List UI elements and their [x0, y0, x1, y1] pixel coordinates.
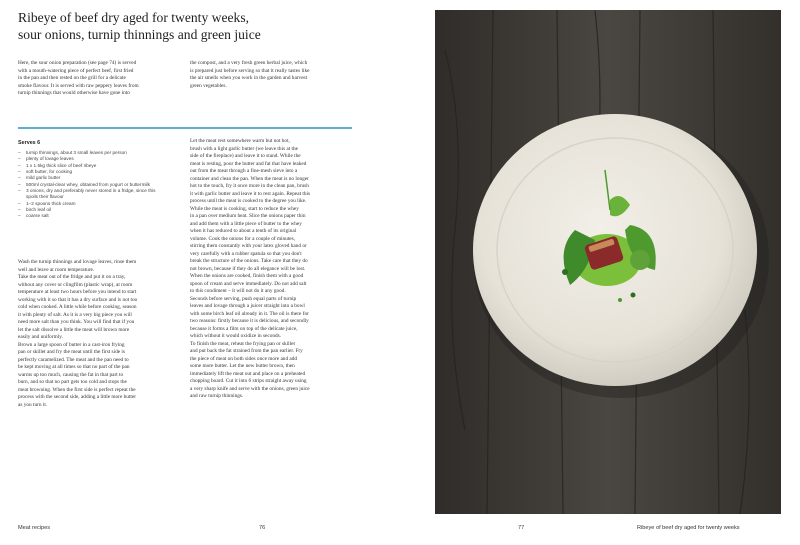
intro-line: Here, the sour onion preparation (see page 74) is served	[18, 60, 137, 66]
ingredient-text: birch leaf oil	[26, 207, 52, 213]
method-line: two reasons: firstly because it is delicious, and secondly	[190, 318, 309, 324]
footer-section-left: Meat recipes	[18, 525, 51, 531]
method-line: Take the meat out of the fridge and put it on a tray,	[18, 274, 126, 280]
bullet-dash: –	[18, 200, 21, 206]
method-line: a very sharp knife and serve with the onions, green juice	[190, 385, 310, 392]
intro-line: in the pan and then rested on the grill for a delicate	[18, 75, 126, 81]
ingredient-text: coarse salt	[26, 213, 49, 219]
method-line: When the onions are cooked, finish them with a good	[190, 273, 304, 279]
method-line: be kept moving at all times so that no part of the pan	[18, 364, 130, 370]
method-line: let the salt dissolve a little the meat will brown more	[18, 326, 130, 333]
method-line: easily and uniformly.	[18, 334, 63, 340]
method-line: leaves and lovage through a juicer straight into a bowl	[190, 303, 305, 309]
method-line: perfectly caramelized. The meat and the pan need to	[18, 356, 129, 363]
bullet-dash: –	[18, 162, 21, 168]
method-line: brush with a light garlic butter (we leave this at the	[190, 145, 298, 152]
method-line: it with garlic butter and leave it to rest again. Repeat this	[190, 190, 311, 197]
plated-beef-photo	[435, 10, 781, 514]
bullet-dash: –	[18, 169, 21, 175]
method-line: out from the meat through a fine-mesh sieve into a	[190, 168, 298, 174]
method-line: not brown, because if they do all elegance will be lost.	[190, 265, 306, 272]
ingredient-text: plenty of lovage leaves	[26, 156, 74, 162]
method-line: need more salt than you think. You will find that if you	[18, 319, 135, 325]
method-line: and add them with a little piece of butter to the whey	[190, 220, 302, 227]
ingredient-text: 1 x 1.5kg thick slice of beef ribeye	[26, 162, 97, 168]
method-line: to this condiment – it will not do it any good.	[190, 288, 286, 294]
intro-line: turnip thinnings that would otherwise have gone into	[18, 90, 130, 96]
method-line: working with it so that it has a dry surface and is not too	[18, 296, 138, 303]
green-juice	[630, 250, 650, 270]
intro-line: smoke flavour. It is served with raw peppery leaves from	[18, 82, 139, 89]
method-line: which without it would oxidize in seconds.	[190, 333, 282, 339]
method-line: very carefully with a rubber spatula so that you don't	[190, 250, 302, 257]
method-line: warms up too much, causing the fat in that part to	[18, 371, 124, 378]
method-column-left	[18, 259, 137, 409]
footer-section-right: Ribeye of beef dry aged for twenty weeks	[637, 525, 740, 531]
method-line: some more butter. Let the new butter brown, then	[190, 363, 295, 369]
method-line: side of the fireplace) and leave it to stand. While the	[190, 153, 301, 159]
method-line: when it has reduced to about a tenth of its original	[190, 228, 297, 234]
method-line: because it forms a film on top of the delicate juice,	[190, 325, 298, 332]
method-line: While the meat is cooking, start to reduce the whey	[190, 205, 299, 212]
method-line: immediately lift the meat out and place on a preheated	[190, 370, 306, 377]
method-line: cold when cooked. A little while before cooking, season	[18, 304, 137, 310]
method-line: spoon of cream and serve immediately. Do not add salt	[190, 280, 307, 287]
bullet-dash: –	[18, 213, 21, 219]
recipe-title	[18, 9, 408, 43]
intro-column-left	[18, 60, 183, 98]
intro-column-right	[190, 60, 355, 90]
ingredient-list	[18, 150, 178, 220]
method-line: temperature at least two hours before you intend to start	[18, 289, 137, 295]
method-line: meat browning. When the first side is perfect repeat the	[18, 386, 136, 393]
method-line: Brown a large spoon of butter in a cast-iron frying	[18, 341, 125, 348]
method-line: and put back the fat strained from the pan earlier. Fry	[190, 348, 303, 354]
bullet-dash: –	[18, 156, 21, 162]
method-line: stirring them constantly with your latex gloved hand or	[190, 243, 307, 249]
method-line: in a pan over medium heat. Slice the onions paper thin	[190, 213, 306, 219]
bullet-dash: –	[18, 175, 21, 181]
method-line: Let the meat rest somewhere warm but not hot,	[190, 138, 290, 144]
method-line: and raw turnip thinnings.	[190, 393, 244, 399]
method-line: without any cover or clingfilm (plastic wrap), at room	[18, 281, 133, 288]
method-line: hot to the touch, fry it once more in the clean pan, brush	[190, 183, 309, 189]
method-line: Wash the turnip thinnings and lovage leaves, rinse them	[18, 259, 137, 265]
ingredient-text: 500ml crystal-clear whey, obtained from yogurt or buttermilk	[26, 181, 150, 187]
serves-heading: Serves 6	[18, 140, 41, 146]
method-line: chopping board. Cut it into 6 strips straight away using	[190, 378, 307, 384]
method-line: To finish the meat, reheat the frying pan or skillet	[190, 340, 295, 347]
dish-photo	[435, 10, 781, 514]
method-line: with some birch leaf oil already in it. The oil is there for	[190, 310, 309, 317]
method-line: the piece of meat on both sides once more and add	[190, 355, 298, 362]
method-line: as you turn it.	[18, 401, 48, 408]
intro-line: the compost, and a very fresh green herbal juice, which	[190, 60, 308, 66]
method-line: process until the meat is cooked to the degree you like.	[190, 198, 307, 204]
ingredient-text: spoils their flavour	[26, 194, 64, 200]
method-line: volume. Cook the onions for a couple of minutes,	[190, 235, 296, 242]
intro-line: green vegetables.	[190, 82, 227, 89]
method-line: break the structure of the onions. Take care that they do	[190, 258, 308, 264]
bullet-dash: –	[18, 188, 21, 194]
method-line: container and clean the pan. When the meat is no longer	[190, 175, 309, 182]
page-number-left: 76	[259, 525, 266, 531]
method-line: process with the second side, adding a little more butter	[18, 394, 136, 400]
section-divider	[18, 127, 352, 129]
method-line: well and leave at room temperature.	[18, 266, 95, 273]
method-line: burn, and so that no part gets too cold and stops the	[18, 379, 127, 385]
method-column-right	[190, 138, 310, 401]
ingredient-text: 1–2 spoons thick cream	[26, 200, 76, 206]
method-line: meat is resting, pour the butter and fat that have leaked	[190, 160, 307, 167]
method-line: it with plenty of salt. As it is a very big piece you will	[18, 311, 132, 318]
ingredient-text: soft butter, for cooking	[26, 169, 73, 175]
bullet-dash: –	[18, 150, 21, 155]
ingredient-item	[18, 213, 178, 219]
ingredient-text: turnip thinnings, about 3 small leaves per person	[26, 150, 127, 155]
ingredient-text: 3 onions, dry and preferably never stored in a fridge, since this	[26, 188, 156, 194]
page-number-right: 77	[518, 525, 525, 531]
intro-line: is prepared just before serving so that it really tastes like	[190, 67, 310, 74]
method-line: Seconds before serving, push equal parts of turnip	[190, 295, 297, 302]
intro-line: the air smells when you work in the garden and harvest	[190, 75, 308, 81]
intro-line: with a mouth-watering piece of perfect beef, first fried	[18, 67, 134, 74]
bullet-dash: –	[18, 181, 21, 187]
recipe-title-line: sour onions, turnip thinnings and green juice	[18, 27, 261, 42]
ingredient-text: mild garlic butter	[26, 175, 61, 181]
method-line: pan or skillet and fry the meat until the first side is	[18, 349, 125, 355]
bullet-dash: –	[18, 207, 21, 213]
recipe-title-line: Ribeye of beef dry aged for twenty weeks,	[18, 10, 250, 25]
